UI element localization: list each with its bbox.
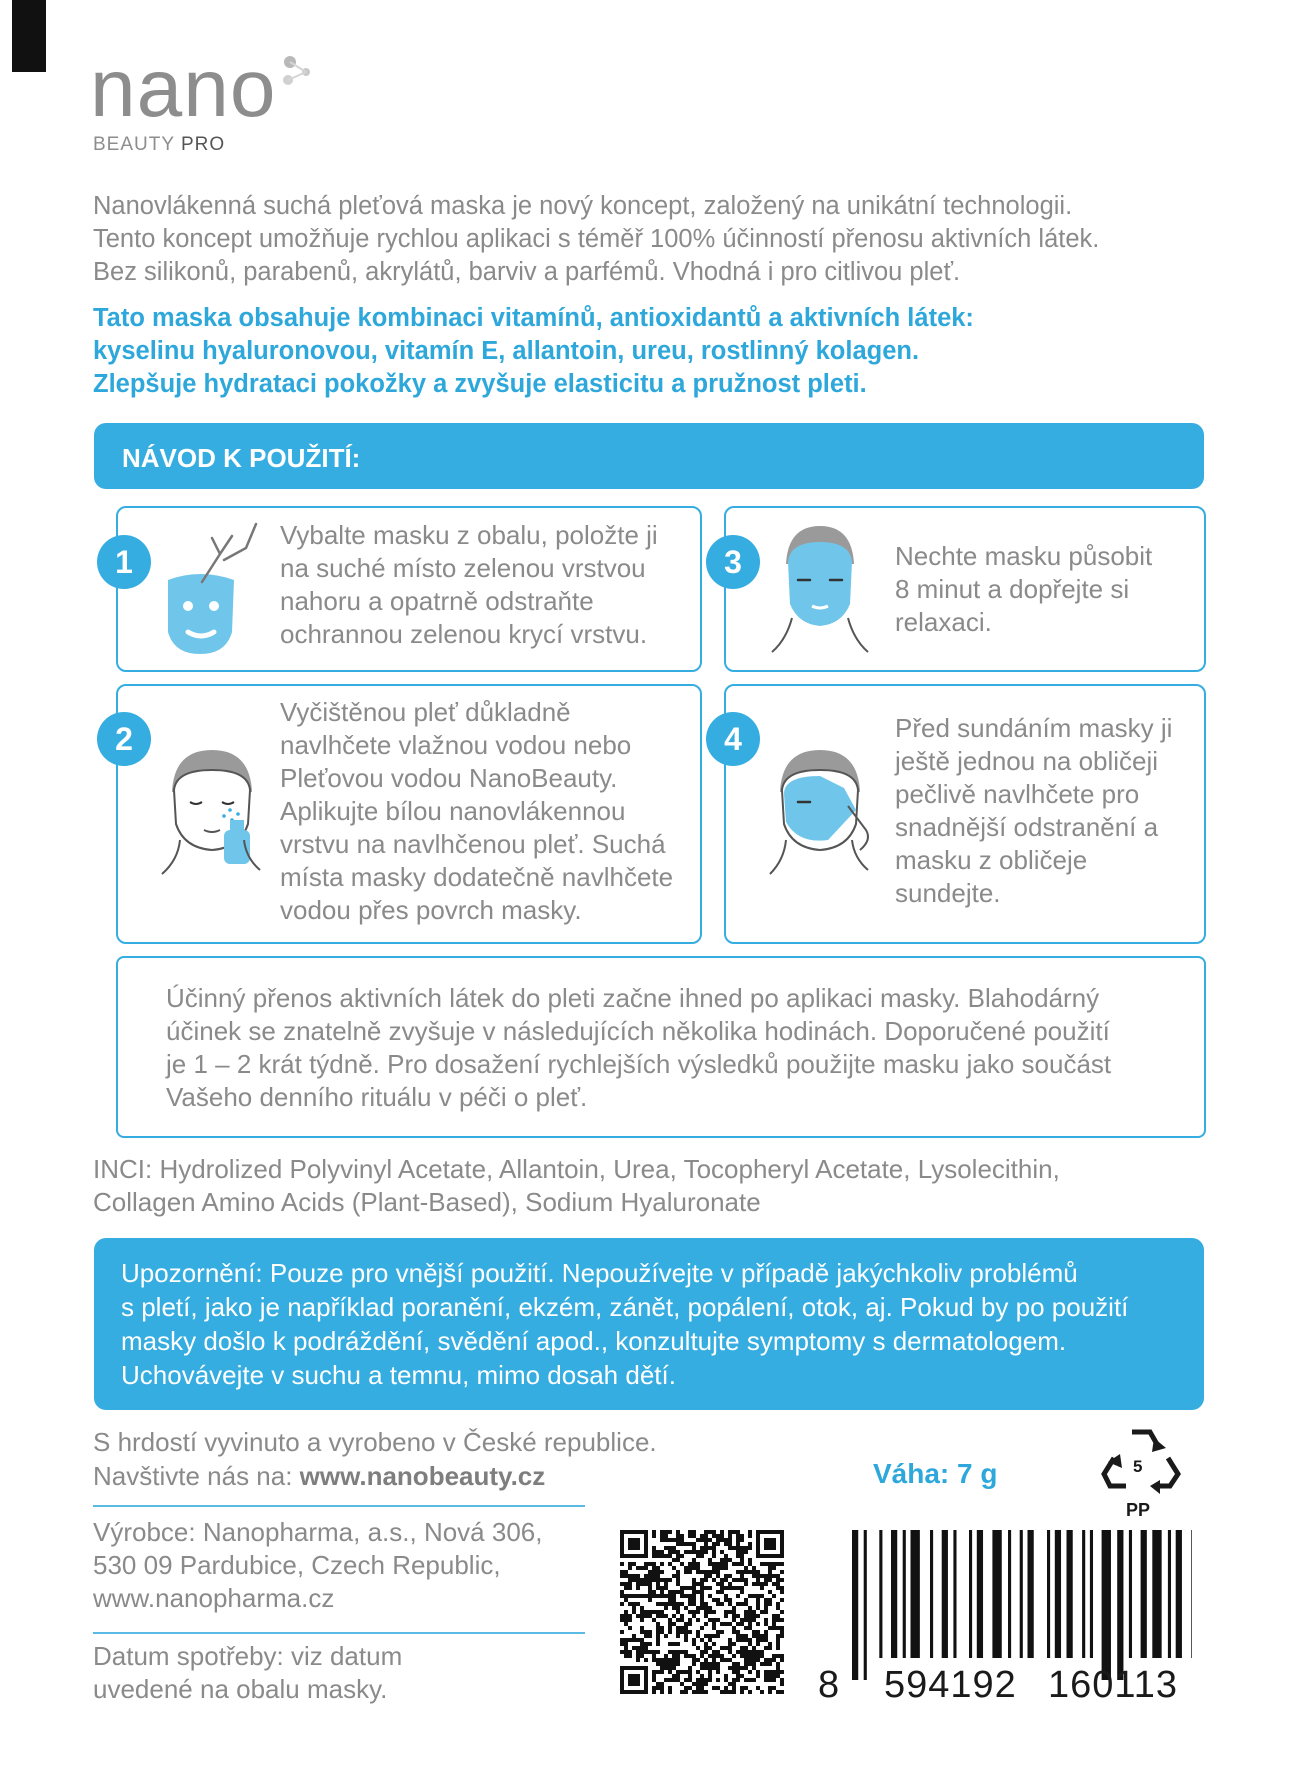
barcode-bar <box>1152 1530 1161 1658</box>
step-4-number: 4 <box>706 712 760 766</box>
mask-relax-face-icon <box>770 520 870 656</box>
step-1-text: Vybalte masku z obalu, položte ji na suché místo zelenou vrstvou nahoru a opatrně odstraňte ochrannou zelenou krycí vrstvu. <box>280 520 658 649</box>
barcode-bar <box>1082 1530 1085 1658</box>
barcode-bar <box>1117 1530 1123 1680</box>
barcode-bar <box>1020 1530 1023 1658</box>
website-link[interactable]: www.nanobeauty.cz <box>299 1461 546 1491</box>
barcode-digits-right: 160113 <box>1048 1664 1178 1706</box>
step-3-number: 3 <box>706 535 760 589</box>
barcode-bar <box>1047 1530 1050 1658</box>
barcode-bar <box>1141 1530 1147 1658</box>
warning-text: Upozornění: Pouze pro vnější použití. Nepoužívejte v případě jakýchkoliv problémů s pletí, jako je například poranění, ekzém, zánět, popálení, otok, aj. Pokud by po použití masky došlo k podráždění, svědění apod., konzultujte symptomy s dermatologem. Uchovávejte v suchu a temnu, mimo dosah dětí. <box>121 1258 1129 1390</box>
face-spray-icon <box>160 740 270 880</box>
step-4-text: Před sundáním masky ji ještě jednou na obličeji pečlivě navlhčete pro snadnější odstranění a masku z obličeje sundejte. <box>895 713 1173 908</box>
barcode-bar <box>1191 1530 1192 1658</box>
expiry-info: Datum spotřeby: viz datum uvedené na obalu masky. <box>93 1641 403 1704</box>
brand-subtitle: BEAUTY PRO <box>93 134 226 155</box>
logo-molecule-icon <box>276 50 324 98</box>
intro-paragraph: Nanovlákenná suchá pleťová maska je nový koncept, založený na unikátní technologii. Tento koncept umožňuje rychlou aplikaci s téměř 100% účinností přenosu aktivních látek. Bez silikonů, parabenů, akrylátů, barviv a parfémů. Vhodná i pro citlivou pleť. <box>93 192 1100 286</box>
manufacturer-info: Výrobce: Nanopharma, a.s., Nová 306, 530 09 Pardubice, Czech Republic, www.nanopharma.cz <box>93 1517 543 1613</box>
barcode-bar <box>891 1530 897 1658</box>
barcode-bar <box>1129 1530 1132 1658</box>
barcode-digit-prefix: 8 <box>818 1664 840 1706</box>
mask-unpack-icon <box>160 520 260 660</box>
step-2-number: 2 <box>97 712 151 766</box>
net-weight: Váha: 7 g <box>873 1458 998 1489</box>
recycle-code: 5 <box>1133 1457 1143 1476</box>
barcode-bar <box>1028 1530 1034 1658</box>
barcode-bar <box>852 1530 858 1680</box>
visit-line: Navštivte nás na: www.nanobeauty.cz <box>93 1461 546 1491</box>
barcode-bar <box>953 1530 956 1658</box>
ean-barcode <box>848 1530 1192 1680</box>
brand-logo-word: nano <box>90 43 277 134</box>
divider <box>93 1632 585 1634</box>
made-in-text: S hrdostí vyvinuto a vyrobeno v České republice. <box>93 1427 657 1457</box>
barcode-bar <box>879 1530 882 1658</box>
usage-info-text: Účinný přenos aktivních látek do pleti začne ihned po aplikaci masky. Blahodárný účinek se znatelně zvyšuje v následujících několika hodinách. Doporučené použití je 1 – 2 krát týdně. Pro dosažení rychlejších výsledků použijte masku jako součást Vašeho denního rituálu v péči o pleť. <box>166 983 1112 1112</box>
ingredients-highlight: Tato maska obsahuje kombinaci vitamínů, antioxidantů a aktivních látek: kyselinu hyaluronovou, vitamín E, allantoin, ureu, rostlinný kolagen. Zlepšuje hydrataci pokožky a zvyšuje elasticitu a pružnost pleti. <box>93 304 974 398</box>
recycle-material: PP <box>1126 1500 1151 1520</box>
inci-ingredients: INCI: Hydrolized Polyvinyl Acetate, Allantoin, Urea, Tocopheryl Acetate, Lysolecithin, Collagen Amino Acids (Plant-Based), Sodium Hyaluronate <box>93 1154 1060 1217</box>
barcode-bar <box>1176 1530 1182 1658</box>
barcode-bar <box>1090 1530 1093 1658</box>
barcode-bar <box>942 1530 948 1658</box>
barcode-bar <box>992 1530 1001 1658</box>
divider <box>93 1505 585 1507</box>
step-1-number: 1 <box>97 535 151 589</box>
barcode-bar <box>1067 1530 1073 1658</box>
barcode-bar <box>930 1530 933 1658</box>
barcode-bar <box>1102 1530 1111 1680</box>
barcode-digits-left: 594192 <box>884 1664 1017 1706</box>
barcode-bar <box>1008 1530 1011 1658</box>
barcode-bar <box>903 1530 906 1658</box>
barcode-bar <box>864 1530 867 1680</box>
howto-title: NÁVOD K POUŽITÍ: <box>122 443 361 473</box>
barcode-bar <box>1055 1530 1061 1658</box>
mask-removal-icon <box>768 740 878 880</box>
barcode-bar <box>969 1530 972 1658</box>
step-3-text: Nechte masku působit 8 minut a dopřejte si relaxaci. <box>895 541 1153 637</box>
corner-mark <box>12 0 46 72</box>
qr-code[interactable] <box>620 1530 784 1694</box>
barcode-bar <box>1168 1530 1171 1658</box>
step-2-text: Vyčištěnou pleť důkladně navlhčete vlažnou vodou nebo Pleťovou vodou NanoBeauty. Aplikujte bílou nanovlákennou vrstvu na navlhčenou pleť. Suchá místa masky dodatečně navlhčete vodou přes povrch masky. <box>280 697 674 925</box>
barcode-bar <box>911 1530 920 1658</box>
barcode-bar <box>977 1530 983 1658</box>
